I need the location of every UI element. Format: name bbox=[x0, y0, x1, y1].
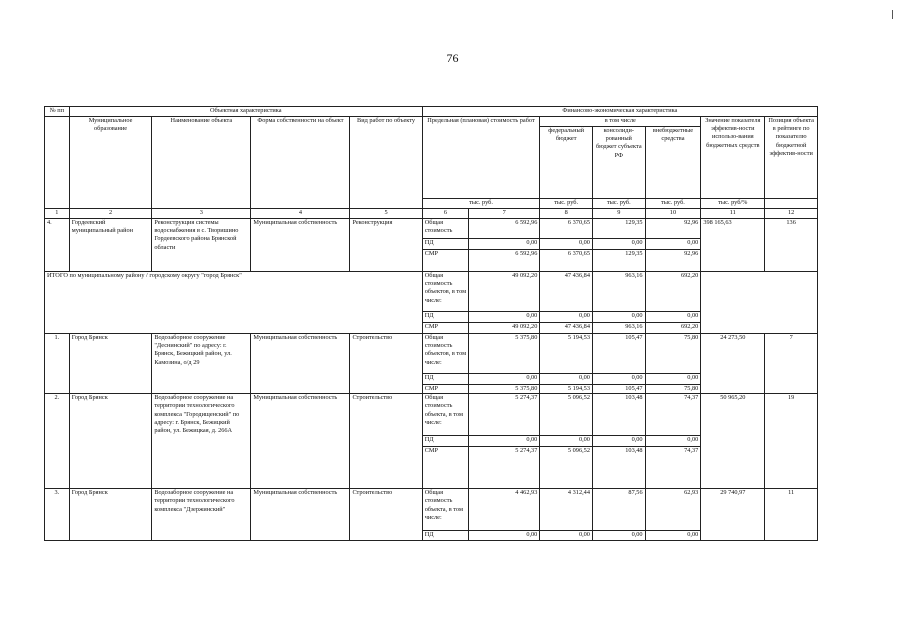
value-consolidated: 0,00 bbox=[592, 312, 645, 323]
line-label: Общая стоимость объекта, в том числе: bbox=[422, 489, 468, 531]
value-extrabudget: 62,93 bbox=[645, 489, 701, 531]
row-num: 1. bbox=[45, 334, 70, 394]
line-label: СМР bbox=[422, 250, 468, 272]
value-federal: 0,00 bbox=[540, 436, 593, 447]
value-federal: 6 370,65 bbox=[540, 250, 593, 272]
header-work-type: Вид работ по объекту bbox=[350, 117, 422, 209]
col-number: 4 bbox=[251, 209, 350, 219]
row-ownership: Муниципальная собственность bbox=[251, 334, 350, 394]
page-number: 76 bbox=[446, 51, 459, 65]
value-extrabudget: 0,00 bbox=[645, 312, 701, 323]
table-row bbox=[45, 394, 818, 436]
unit-federal: тыс. руб. bbox=[540, 199, 593, 209]
value-cost: 5 274,37 bbox=[469, 394, 540, 436]
value-efficiency: 398 165,63 bbox=[701, 219, 765, 272]
value-federal: 5 194,53 bbox=[540, 385, 593, 394]
value-federal: 0,00 bbox=[540, 312, 593, 323]
row-work: Строительство bbox=[350, 394, 422, 489]
row-object: Водозаборное сооружение на территории технологического комплекса "Городищенский" по адресу: г. Брянск, Бежицкий район, ул. Бежицкая, д. 266А bbox=[152, 394, 251, 489]
col-number: 12 bbox=[765, 209, 818, 219]
line-label: СМР bbox=[422, 385, 468, 394]
value-extrabudget: 692,20 bbox=[645, 272, 701, 312]
edge-mark bbox=[892, 10, 893, 19]
header-object-char: Объектная характеристика bbox=[69, 107, 422, 117]
value-rating: 136 bbox=[765, 219, 818, 272]
row-num: 2. bbox=[45, 394, 70, 489]
value-cost: 5 375,80 bbox=[469, 334, 540, 374]
col-number: 3 bbox=[152, 209, 251, 219]
value-extrabudget: 0,00 bbox=[645, 239, 701, 250]
unit-cost: тыс. руб. bbox=[422, 199, 540, 209]
total-label: ИТОГО по муниципальному району / городскому округу "город Брянск" bbox=[45, 272, 423, 334]
row-municipality: Город Брянск bbox=[69, 489, 152, 541]
value-consolidated: 0,00 bbox=[592, 374, 645, 385]
value-rating: 11 bbox=[765, 489, 818, 541]
col-number: 6 bbox=[422, 209, 468, 219]
value-extrabudget: 92,96 bbox=[645, 219, 701, 239]
row-work: Реконструкция bbox=[350, 219, 422, 272]
unit-extrabudget: тыс. руб. bbox=[645, 199, 701, 209]
value-extrabudget: 0,00 bbox=[645, 531, 701, 541]
col-number: 10 bbox=[645, 209, 701, 219]
header-limit-cost: Предельная (плановая) стоимость работ bbox=[422, 117, 540, 199]
value-federal: 47 436,84 bbox=[540, 323, 593, 334]
total-row bbox=[45, 272, 818, 312]
investment-table bbox=[44, 106, 818, 541]
value-efficiency: 50 965,20 bbox=[701, 394, 765, 489]
value-consolidated: 129,35 bbox=[592, 250, 645, 272]
row-work: Строительство bbox=[350, 489, 422, 541]
row-ownership: Муниципальная собственность bbox=[251, 219, 350, 272]
value-federal: 47 436,84 bbox=[540, 272, 593, 312]
value-cost: 0,00 bbox=[469, 436, 540, 447]
row-object: Реконструкция системы водоснабжения в с. Творишино Гордеевского района Брянской области bbox=[152, 219, 251, 272]
value-consolidated: 0,00 bbox=[592, 239, 645, 250]
row-municipality: Город Брянск bbox=[69, 394, 152, 489]
col-number: 11 bbox=[701, 209, 765, 219]
value-consolidated: 963,16 bbox=[592, 272, 645, 312]
row-municipality: Город Брянск bbox=[69, 334, 152, 394]
header-municipality: Муниципальное образование bbox=[69, 117, 152, 209]
value-consolidated: 0,00 bbox=[592, 531, 645, 541]
col-number: 8 bbox=[540, 209, 593, 219]
line-label: Общая стоимость объекта, в том числе: bbox=[422, 394, 468, 436]
line-label: Общая стоимость объектов, в том числе: bbox=[422, 272, 468, 312]
value-cost: 6 592,96 bbox=[469, 250, 540, 272]
header-consolidated: консолиди-рованный бюджет субъекта РФ bbox=[592, 127, 645, 199]
value-consolidated: 103,48 bbox=[592, 447, 645, 489]
value-cost: 5 375,80 bbox=[469, 385, 540, 394]
value-federal: 0,00 bbox=[540, 531, 593, 541]
value-cost: 49 092,20 bbox=[469, 323, 540, 334]
col-number: 9 bbox=[592, 209, 645, 219]
row-ownership: Муниципальная собственность bbox=[251, 489, 350, 541]
line-label: ПД bbox=[422, 436, 468, 447]
value-extrabudget: 692,20 bbox=[645, 323, 701, 334]
line-label: СМР bbox=[422, 447, 468, 489]
value-federal: 6 370,65 bbox=[540, 219, 593, 239]
header-including: в том числе bbox=[540, 117, 701, 127]
value-consolidated: 0,00 bbox=[592, 436, 645, 447]
row-work: Строительство bbox=[350, 334, 422, 394]
value-extrabudget: 75,80 bbox=[645, 334, 701, 374]
value-cost: 6 592,96 bbox=[469, 219, 540, 239]
value-federal: 5 096,52 bbox=[540, 394, 593, 436]
value-extrabudget: 0,00 bbox=[645, 374, 701, 385]
value-federal: 4 312,44 bbox=[540, 489, 593, 531]
col-number: 2 bbox=[69, 209, 152, 219]
value-efficiency: 24 273,50 bbox=[701, 334, 765, 394]
table-row bbox=[45, 219, 818, 239]
line-label: ПД bbox=[422, 239, 468, 250]
header-federal: федеральный бюджет bbox=[540, 127, 593, 199]
col-number: 1 bbox=[45, 209, 70, 219]
value-rating: 19 bbox=[765, 394, 818, 489]
line-label: Общая стоимость объектов, в том числе: bbox=[422, 334, 468, 374]
row-municipality: Гордеевский муниципальный район bbox=[69, 219, 152, 272]
value-consolidated: 105,47 bbox=[592, 334, 645, 374]
unit-consolidated: тыс. руб. bbox=[592, 199, 645, 209]
line-label: СМР bbox=[422, 323, 468, 334]
value-federal: 5 096,52 bbox=[540, 447, 593, 489]
value-consolidated: 129,35 bbox=[592, 219, 645, 239]
row-object: Водозаборное сооружение "Деснинский" по адресу: г. Брянск, Бежицкий район, ул. Камозина, о/д 29 bbox=[152, 334, 251, 394]
value-cost: 0,00 bbox=[469, 531, 540, 541]
value-cost: 0,00 bbox=[469, 312, 540, 323]
header-extrabudget: внебюджетные средства bbox=[645, 127, 701, 199]
value-consolidated: 87,56 bbox=[592, 489, 645, 531]
value-efficiency: 29 740,97 bbox=[701, 489, 765, 541]
value-cost: 0,00 bbox=[469, 239, 540, 250]
value-cost: 49 092,20 bbox=[469, 272, 540, 312]
row-num: 4. bbox=[45, 219, 70, 272]
unit-efficiency: тыс. руб/% bbox=[701, 199, 765, 209]
value-extrabudget: 92,96 bbox=[645, 250, 701, 272]
header-ownership: Форма собственности на объект bbox=[251, 117, 350, 209]
row-num: 3. bbox=[45, 489, 70, 541]
value-cost: 0,00 bbox=[469, 374, 540, 385]
header-fin-char: Финансово-экономическая характеристика bbox=[422, 107, 817, 117]
value-extrabudget: 0,00 bbox=[645, 436, 701, 447]
line-label: ПД bbox=[422, 312, 468, 323]
value-federal: 5 194,53 bbox=[540, 334, 593, 374]
header-object-name: Наименование объекта bbox=[152, 117, 251, 209]
col-number: 7 bbox=[469, 209, 540, 219]
row-ownership: Муниципальная собственность bbox=[251, 394, 350, 489]
line-label: Общая стоимость bbox=[422, 219, 468, 239]
value-federal: 0,00 bbox=[540, 239, 593, 250]
col-number: 5 bbox=[350, 209, 422, 219]
value-consolidated: 105,47 bbox=[592, 385, 645, 394]
value-extrabudget: 74,37 bbox=[645, 447, 701, 489]
line-label: ПД bbox=[422, 531, 468, 541]
value-rating: 7 bbox=[765, 334, 818, 394]
value-extrabudget: 74,37 bbox=[645, 394, 701, 436]
value-consolidated: 963,16 bbox=[592, 323, 645, 334]
value-cost: 5 274,37 bbox=[469, 447, 540, 489]
table-row bbox=[45, 489, 818, 531]
value-extrabudget: 75,80 bbox=[645, 385, 701, 394]
value-cost: 4 462,93 bbox=[469, 489, 540, 531]
line-label: ПД bbox=[422, 374, 468, 385]
header-efficiency: Значение показателя эффектив-ности использо-вания бюджетных средств bbox=[701, 117, 765, 199]
value-consolidated: 103,48 bbox=[592, 394, 645, 436]
header-rating: Позиция объекта в рейтинге по показателю бюджетной эффектив-ности bbox=[765, 117, 818, 199]
row-object: Водозаборное сооружение на территории технологического комплекса "Дзержинский" bbox=[152, 489, 251, 541]
table-row bbox=[45, 334, 818, 374]
value-federal: 0,00 bbox=[540, 374, 593, 385]
header-num: № пп bbox=[45, 107, 70, 117]
